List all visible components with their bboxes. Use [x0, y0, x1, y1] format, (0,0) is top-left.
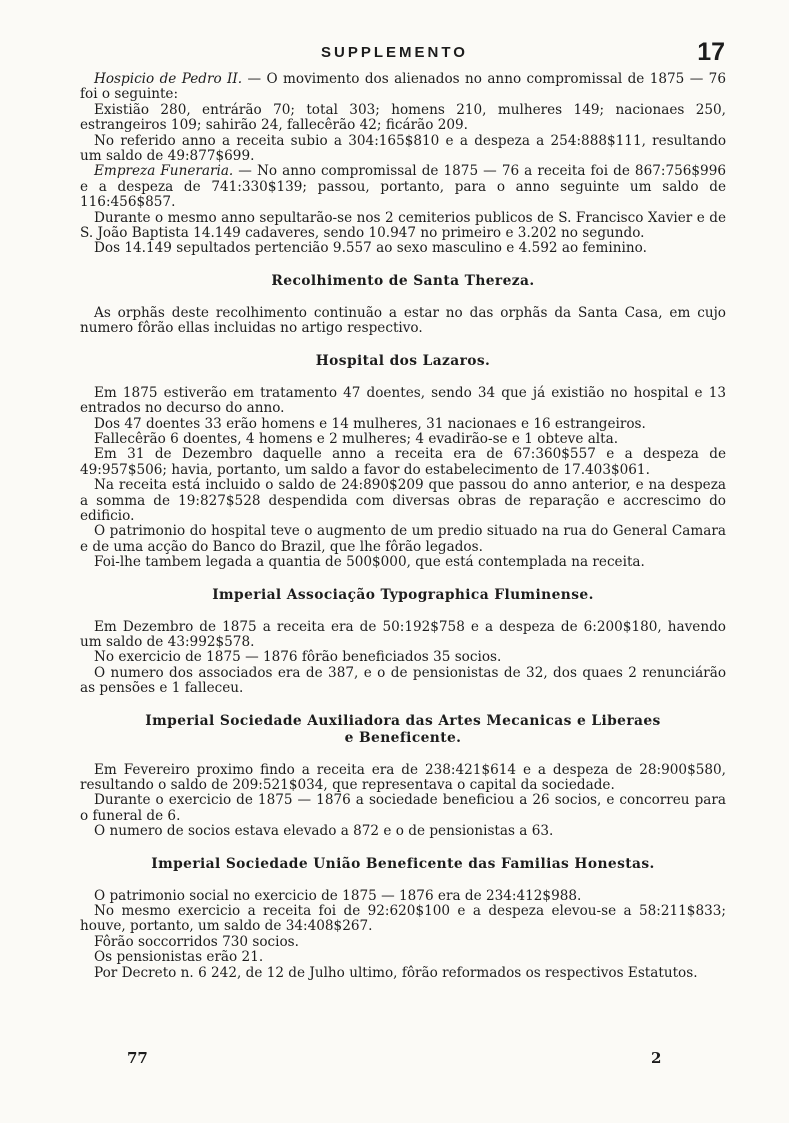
paragraph: Existião 280, entrárão 70; total 303; homens 210, mulheres 149; nacionaes 250, estrangeiros 109; sahirão 24, fallecêrão 42; ficárão 209. — [80, 101, 726, 134]
signature-mark-left: 77 — [127, 1049, 148, 1067]
paragraph: O numero de socios estava elevado a 872 e o de pensionistas a 63. — [94, 823, 554, 840]
paragraph: Fallecêrão 6 doentes, 4 homens e 2 mulheres; 4 evadirão-se e 1 obteve alta. — [94, 430, 619, 447]
section-heading-santa-thereza: Recolhimento de Santa Thereza. — [271, 272, 535, 289]
section-heading-lazaros: Hospital dos Lazaros. — [315, 352, 491, 369]
section-heading-auxiliadora: Imperial Sociedade Auxiliadora das Artes Mecanicas e Liberaes — [145, 712, 661, 729]
page-number: 17 — [697, 38, 725, 66]
page-footer — [0, 1049, 789, 1073]
hospicio-paragraph — [80, 72, 726, 103]
section-heading-auxiliadora-line2: e Beneficente. — [344, 729, 462, 746]
running-title: SUPPLEMENTO — [321, 44, 468, 61]
signature-mark-right: 2 — [651, 1049, 662, 1067]
page-body — [80, 72, 726, 981]
section-heading-uniao: Imperial Sociedade União Beneficente das Familias Honestas. — [151, 855, 655, 872]
section-heading-typographica: Imperial Associação Typographica Fluminense. — [212, 586, 594, 603]
paragraph: Em Dezembro de 1875 a receita era de 50:192$758 e a despeza de 6:200$180, havendo um saldo de 43:992$578. — [80, 618, 726, 650]
hospicio-label: Hospicio de Pedro II. — [94, 71, 243, 87]
paragraph: Por Decreto n. 6 242, de 12 de Julho ultimo, fôrão reformados os respectivos Estatutos. — [94, 964, 698, 981]
paragraph: Foi-lhe tambem legada a quantia de 500$000, que está contemplada na receita. — [94, 554, 645, 571]
funeraria-label: Empreza Funeraria. — [94, 163, 234, 180]
paragraph: Durante o exercicio de 1875 — 1876 a sociedade beneficiou a 26 socios, e concorreu para o funeral de 6. — [80, 792, 726, 824]
paragraph: O numero dos associados era de 387, e o de pensionistas de 32, dos quaes 2 renunciárão as pensões e 1 falleceu. — [80, 664, 726, 697]
funeraria-paragraph — [80, 164, 726, 210]
paragraph: No mesmo exercicio a receita foi de 92:620$100 e a despeza elevou-se a 58:211$833; houve, portanto, um saldo de 34:408$267. — [80, 903, 726, 935]
paragraph: Em 1875 estiverão em tratamento 47 doentes, sendo 34 que já existião no hospital e 13 entrados no decurso do anno. — [80, 384, 726, 417]
paragraph: Em 31 de Dezembro daquelle anno a receita era de 67:360$557 e a despeza de 49:957$506; havia, portanto, um saldo a favor do estabelecimento de 17.403$061. — [80, 446, 726, 478]
paragraph: No exercicio de 1875 — 1876 fôrão beneficiados 35 socios. — [94, 649, 502, 666]
page-header — [0, 38, 789, 72]
paragraph: No referido anno a receita subio a 304:165$810 e a despeza a 254:888$111, resultando um saldo de 49:877$699. — [80, 132, 726, 165]
paragraph: Os pensionistas erão 21. — [94, 949, 264, 966]
paragraph: O patrimonio social no exercicio de 1875 — 1876 era de 234:412$988. — [94, 887, 582, 904]
paragraph: Dos 14.149 sepultados pertencião 9.557 ao sexo masculino e 4.592 ao feminino. — [94, 240, 647, 257]
paragraph: O patrimonio do hospital teve o augmento de um predio situado na rua do General Camara e de uma acção do Banco do Brazil, que lhe fôrão legados. — [80, 523, 726, 555]
paragraph: As orphãs deste recolhimento continuão a estar no das orphãs da Santa Casa, em cujo numero fôrão ellas incluidas no artigo respectivo. — [80, 304, 726, 337]
funeraria-text: — No anno compromissal de 1875 — 76 a receita foi de 867:756$996 e a despeza de 741:330$139; passou, portanto, para o anno seguinte um saldo de 116:456$857. — [80, 163, 726, 211]
paragraph: Fôrão soccorridos 730 socios. — [94, 933, 299, 950]
hospicio-text: — O movimento dos alienados no anno compromissal de 1875 — 76 foi o seguinte: — [80, 71, 726, 103]
paragraph: Dos 47 doentes 33 erão homens e 14 mulheres, 31 nacionaes e 16 estrangeiros. — [94, 415, 646, 432]
paragraph: Durante o mesmo anno sepultarão-se nos 2 cemiterios publicos de S. Francisco Xavier e de S. João Baptista 14.149 cadaveres, sendo 10.947 no primeiro e 3.202 no segundo. — [80, 209, 726, 242]
paragraph: Na receita está incluido o saldo de 24:890$209 que passou do anno anterior, e na despeza a somma de 19:827$528 despendida com diversas obras de reparação e accrescimo do edificio. — [80, 477, 726, 524]
paragraph: Em Fevereiro proximo findo a receita era de 238:421$614 e a despeza de 28:900$580, resultando o saldo de 209:521$034, que representava o capital da sociedade. — [80, 761, 726, 793]
